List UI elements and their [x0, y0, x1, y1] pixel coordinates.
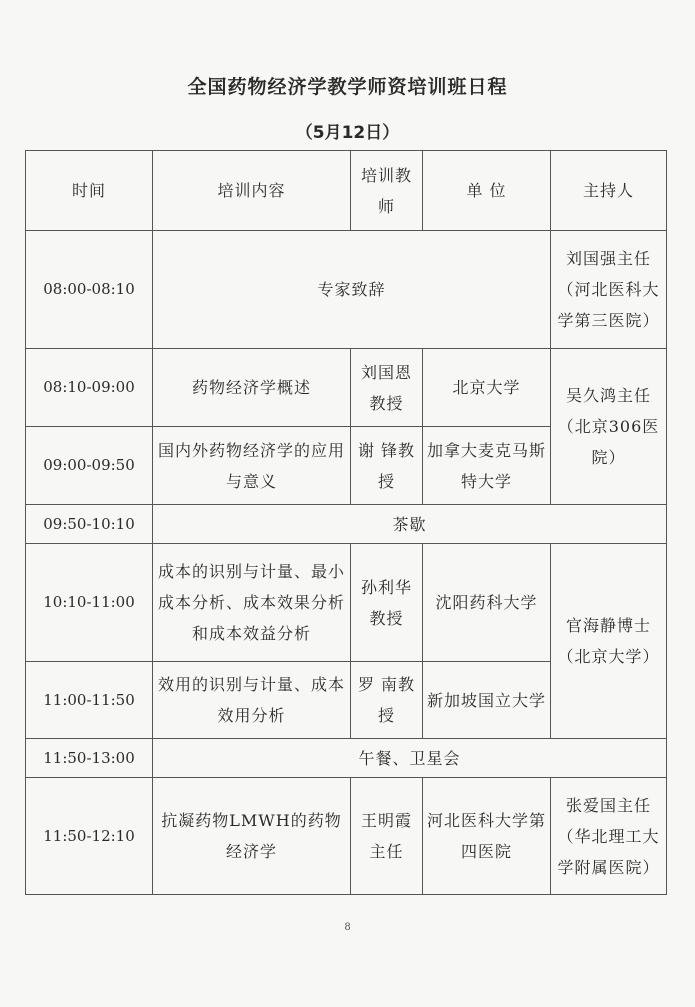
page-subtitle: （5月12日）: [295, 123, 400, 143]
unit-cell: 加拿大麦克马斯特大学: [423, 427, 551, 505]
unit-cell: 新加坡国立大学: [423, 662, 551, 739]
time-cell: 11:50-13:00: [26, 739, 153, 778]
header-content: 培训内容: [153, 151, 351, 231]
unit-cell: 北京大学: [423, 349, 551, 427]
time-cell: 09:00-09:50: [26, 427, 153, 505]
time-cell: 09:50-10:10: [26, 505, 153, 544]
time-cell: 10:10-11:00: [26, 544, 153, 662]
host-cell: 吴久鸿主任（北京306医院）: [551, 349, 667, 505]
content-cell: 药物经济学概述: [153, 349, 351, 427]
teacher-cell: 王明霞主任: [351, 778, 423, 895]
host-cell: 张爱国主任（华北理工大学附属医院）: [551, 778, 667, 895]
table-row: [26, 739, 667, 778]
content-cell: 成本的识别与计量、最小成本分析、成本效果分析和成本效益分析: [153, 544, 351, 662]
content-cell: 专家致辞: [153, 231, 551, 349]
teacher-cell: 罗 南教授: [351, 662, 423, 739]
table-row: [26, 544, 667, 662]
schedule-table: [25, 150, 667, 895]
table-row: [26, 505, 667, 544]
teacher-cell: 刘国恩教授: [351, 349, 423, 427]
unit-cell: 河北医科大学第四医院: [423, 778, 551, 895]
table-row: [26, 778, 667, 895]
teacher-cell: 谢 锋教授: [351, 427, 423, 505]
teacher-cell: 孙利华教授: [351, 544, 423, 662]
table-row: [26, 231, 667, 349]
table-header-row: [26, 151, 667, 231]
header-host: 主持人: [551, 151, 667, 231]
content-cell: 茶歇: [153, 505, 667, 544]
header-unit: 单 位: [423, 151, 551, 231]
content-cell: 效用的识别与计量、成本效用分析: [153, 662, 351, 739]
page-number: 8: [344, 922, 351, 933]
content-cell: 抗凝药物LMWH的药物经济学: [153, 778, 351, 895]
unit-cell: 沈阳药科大学: [423, 544, 551, 662]
header-teacher: 培训教师: [351, 151, 423, 231]
table-row: [26, 349, 667, 427]
page-title: 全国药物经济学教学师资培训班日程: [187, 76, 508, 98]
time-cell: 11:00-11:50: [26, 662, 153, 739]
time-cell: 08:00-08:10: [26, 231, 153, 349]
time-cell: 11:50-12:10: [26, 778, 153, 895]
content-cell: 午餐、卫星会: [153, 739, 667, 778]
content-cell: 国内外药物经济学的应用与意义: [153, 427, 351, 505]
host-cell: 官海静博士（北京大学）: [551, 544, 667, 739]
header-time: 时间: [26, 151, 153, 231]
time-cell: 08:10-09:00: [26, 349, 153, 427]
host-cell: 刘国强主任（河北医科大学第三医院）: [551, 231, 667, 349]
